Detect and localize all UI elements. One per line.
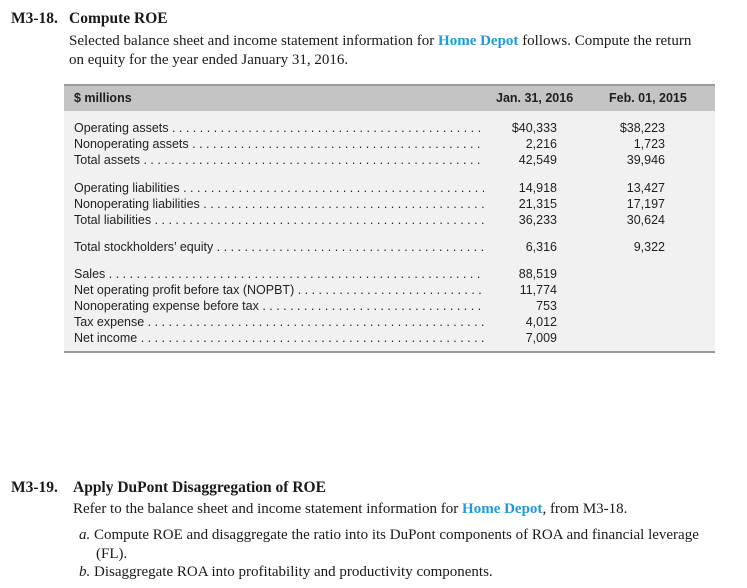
problem-text bbox=[73, 500, 733, 519]
problem-text-part: on equity for the year ended January 31, 2016. bbox=[69, 52, 349, 68]
company-name: Home Depot bbox=[462, 501, 543, 517]
table-row bbox=[64, 213, 715, 229]
problem-number: M3-19. bbox=[11, 479, 58, 496]
row-label: Nonoperating expense before tax . . . bbox=[74, 299, 484, 313]
table-row bbox=[64, 153, 715, 169]
list-item bbox=[79, 563, 739, 582]
row-label: Sales . . . bbox=[74, 267, 484, 281]
list-letter: a. bbox=[79, 527, 91, 543]
header-label: $ millions bbox=[74, 91, 132, 105]
problem-text-part: Refer to the balance sheet and income statement information for bbox=[73, 501, 463, 517]
row-label: Net operating profit before tax (NOPBT) . . . bbox=[74, 283, 484, 297]
company-name: Home Depot bbox=[438, 33, 519, 49]
table-row bbox=[64, 331, 715, 347]
problem-text bbox=[69, 32, 729, 70]
value-jan-2016: 36,233 bbox=[518, 213, 557, 227]
row-label: Nonoperating liabilities . . . bbox=[74, 197, 484, 211]
row-label: Operating liabilities . . . bbox=[74, 181, 484, 195]
value-feb-2015: $38,223 bbox=[619, 121, 665, 135]
value-jan-2016: 21,315 bbox=[518, 197, 557, 211]
value-jan-2016: 6,316 bbox=[525, 240, 557, 254]
row-label: Net income . . . bbox=[74, 331, 484, 345]
value-jan-2016: 753 bbox=[536, 299, 557, 313]
table-row bbox=[64, 240, 715, 256]
table-row bbox=[64, 121, 715, 137]
table-row bbox=[64, 137, 715, 153]
value-jan-2016: 11,774 bbox=[519, 283, 557, 297]
problem-text-part: Selected balance sheet and income statement information for bbox=[69, 33, 439, 49]
value-feb-2015: 13,427 bbox=[626, 181, 665, 195]
value-feb-2015: 9,322 bbox=[633, 240, 665, 254]
list-letter: b. bbox=[79, 564, 91, 580]
value-jan-2016: 4,012 bbox=[525, 315, 557, 329]
problem-text-part: follows. Compute the return bbox=[518, 33, 692, 49]
row-label: Operating assets . . . bbox=[74, 121, 484, 135]
table-row bbox=[64, 267, 715, 283]
table-row bbox=[64, 299, 715, 315]
value-feb-2015: 30,624 bbox=[626, 213, 665, 227]
list-item bbox=[79, 526, 739, 564]
value-jan-2016: 42,549 bbox=[518, 153, 557, 167]
table-row bbox=[64, 283, 715, 299]
value-feb-2015: 1,723 bbox=[633, 137, 665, 151]
problem-number: M3-18. bbox=[11, 10, 58, 27]
problem-text-part: , from M3-18. bbox=[542, 501, 628, 517]
header-jan-2016: Jan. 31, 2016 bbox=[496, 91, 574, 105]
balance-sheet-table bbox=[64, 84, 715, 353]
table-header bbox=[64, 86, 715, 111]
row-label: Total liabilities . . . bbox=[74, 213, 484, 227]
row-label: Nonoperating assets . . . bbox=[74, 137, 484, 151]
table-row bbox=[64, 315, 715, 331]
list-text: (FL). bbox=[96, 546, 128, 562]
value-jan-2016: 14,918 bbox=[518, 181, 557, 195]
list-text: Disaggregate ROA into profitability and productivity components. bbox=[94, 564, 493, 580]
row-label: Tax expense . . . bbox=[74, 315, 484, 329]
problem-title: Compute ROE bbox=[69, 10, 168, 27]
value-jan-2016: 88,519 bbox=[518, 267, 557, 281]
list-text: Compute ROE and disaggregate the ratio into its DuPont components of ROA and financial leverage bbox=[94, 527, 699, 543]
value-jan-2016: 7,009 bbox=[525, 331, 557, 345]
value-feb-2015: 17,197 bbox=[626, 197, 665, 211]
header-feb-2015: Feb. 01, 2015 bbox=[609, 91, 687, 105]
value-jan-2016: 2,216 bbox=[525, 137, 557, 151]
value-jan-2016: $40,333 bbox=[511, 121, 557, 135]
problem-title: Apply DuPont Disaggregation of ROE bbox=[73, 479, 326, 496]
table-row bbox=[64, 197, 715, 213]
row-label: Total stockholders’ equity . . . bbox=[74, 240, 484, 254]
value-feb-2015: 39,946 bbox=[626, 153, 665, 167]
table-row bbox=[64, 181, 715, 197]
row-label: Total assets . . . bbox=[74, 153, 484, 167]
